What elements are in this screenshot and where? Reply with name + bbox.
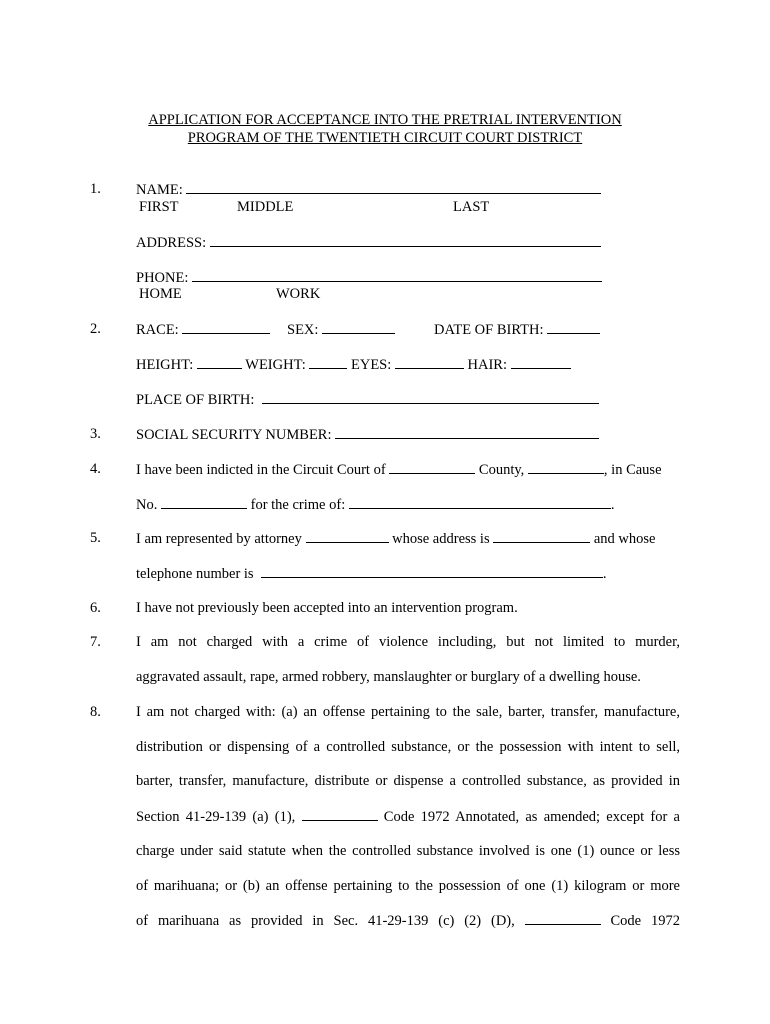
sex-label: SEX: <box>287 322 319 338</box>
height-blank[interactable] <box>197 355 242 369</box>
name-blank[interactable] <box>186 180 601 194</box>
item-8-line-2: distribution or dispensing of a controlled substance, or the possession with intent to sell, <box>136 739 680 755</box>
item-7-line-2: aggravated assault, rape, armed robbery, manslaughter or burglary of a dwelling house. <box>136 669 641 685</box>
name-middle-caption: MIDDLE <box>237 199 294 215</box>
phone-blank[interactable] <box>192 268 602 282</box>
item-8-line-7 <box>136 911 680 930</box>
item-8-line-6: of marihuana; or (b) an offense pertaining to the possession of one (1) kilogram or more <box>136 878 680 894</box>
eyes-blank[interactable] <box>395 355 464 369</box>
name-first-caption: FIRST <box>139 199 179 215</box>
pob-label: PLACE OF BIRTH: <box>136 392 255 408</box>
race-blank[interactable] <box>182 320 270 334</box>
item-8-line-1: I am not charged with: (a) an offense pertaining to the sale, barter, transfer, manufacture, <box>136 704 680 720</box>
attorney-text-b: whose address is <box>392 531 490 547</box>
name-label: NAME: <box>136 182 183 198</box>
crime-blank[interactable] <box>349 495 611 509</box>
dob-label: DATE OF BIRTH: <box>434 322 544 338</box>
attorney-blank[interactable] <box>306 529 389 543</box>
cause-number-blank[interactable] <box>161 495 247 509</box>
indictment-text-d: No. <box>136 497 158 513</box>
pob-blank[interactable] <box>262 390 599 404</box>
indictment-text-c: , in Cause <box>603 462 662 478</box>
attorney-phone-blank[interactable] <box>261 564 603 578</box>
physical-traits-row <box>136 355 571 374</box>
attorney-text-d: telephone number is <box>136 566 254 582</box>
ssn-field <box>136 425 599 444</box>
item-3-number: 3. <box>90 426 101 442</box>
item-8-line-4a: Section 41-29-139 (a) (1), <box>136 809 296 825</box>
phone-home-caption: HOME <box>139 286 182 302</box>
item-2-number: 2. <box>90 321 101 337</box>
document-title-line-2: PROGRAM OF THE TWENTIETH CIRCUIT COURT DISTRICT <box>187 130 583 146</box>
sex-field <box>287 320 395 339</box>
attorney-text-c: and whose <box>593 531 656 547</box>
attorney-address-blank[interactable] <box>493 529 590 543</box>
sex-blank[interactable] <box>322 320 395 334</box>
height-label: HEIGHT: <box>136 357 194 373</box>
indictment-text-e: for the crime of: <box>250 497 346 513</box>
eyes-label: EYES: <box>351 357 392 373</box>
address-label: ADDRESS: <box>136 235 207 251</box>
attorney-text-a: I am represented by attorney <box>136 531 302 547</box>
item-8-line-7b: Code 1972 <box>610 913 680 929</box>
item-8-line-4 <box>136 807 680 826</box>
indictment-text-b: County, <box>478 462 525 478</box>
item-8-line-7a: of marihuana as provided in Sec. 41-29-139 (c) (2) (D), <box>136 913 515 929</box>
item-7-line-1: I am not charged with a crime of violence including, but not limited to murder, <box>136 634 680 650</box>
race-label: RACE: <box>136 322 179 338</box>
document-title-line-1: APPLICATION FOR ACCEPTANCE INTO THE PRETRIAL INTERVENTION <box>148 112 622 128</box>
state-code-blank-1[interactable] <box>302 807 378 821</box>
indictment-line-2 <box>136 495 614 514</box>
item-8-line-5: charge under said statute when the controlled substance involved is one (1) ounce or less <box>136 843 680 859</box>
item-8-number: 8. <box>90 704 101 720</box>
item-7-number: 7. <box>90 634 101 650</box>
hair-blank[interactable] <box>511 355 571 369</box>
item-8-line-4b: Code 1972 Annotated, as amended; except for a <box>383 809 680 825</box>
item-1-number: 1. <box>90 181 101 197</box>
dob-field <box>434 320 600 339</box>
weight-blank[interactable] <box>309 355 347 369</box>
indictment-text-f: . <box>610 497 615 513</box>
indictment-line-1 <box>136 460 662 479</box>
state-blank[interactable] <box>528 460 604 474</box>
item-5-number: 5. <box>90 530 101 546</box>
attorney-text-e: . <box>602 566 607 582</box>
hair-label: HAIR: <box>467 357 508 373</box>
state-code-blank-2[interactable] <box>525 911 601 925</box>
address-field-row <box>136 233 601 252</box>
phone-work-caption: WORK <box>276 286 321 302</box>
attorney-line-1 <box>136 529 655 548</box>
place-of-birth-field <box>136 390 599 409</box>
address-blank[interactable] <box>210 233 601 247</box>
ssn-label: SOCIAL SECURITY NUMBER: <box>136 427 332 443</box>
weight-label: WEIGHT: <box>245 357 306 373</box>
item-6-text: I have not previously been accepted into an intervention program. <box>136 600 518 616</box>
phone-field-row <box>136 268 602 287</box>
name-last-caption: LAST <box>453 199 490 215</box>
ssn-blank[interactable] <box>335 425 599 439</box>
phone-label: PHONE: <box>136 270 189 286</box>
item-8-line-3: barter, transfer, manufacture, distribute or dispense a controlled substance, as provided in <box>136 773 680 789</box>
item-4-number: 4. <box>90 461 101 477</box>
county-blank[interactable] <box>389 460 475 474</box>
attorney-line-2 <box>136 564 606 583</box>
item-6-number: 6. <box>90 600 101 616</box>
indictment-text-a: I have been indicted in the Circuit Court of <box>136 462 386 478</box>
name-field-row <box>136 180 601 199</box>
race-field <box>136 320 270 339</box>
dob-blank[interactable] <box>547 320 600 334</box>
